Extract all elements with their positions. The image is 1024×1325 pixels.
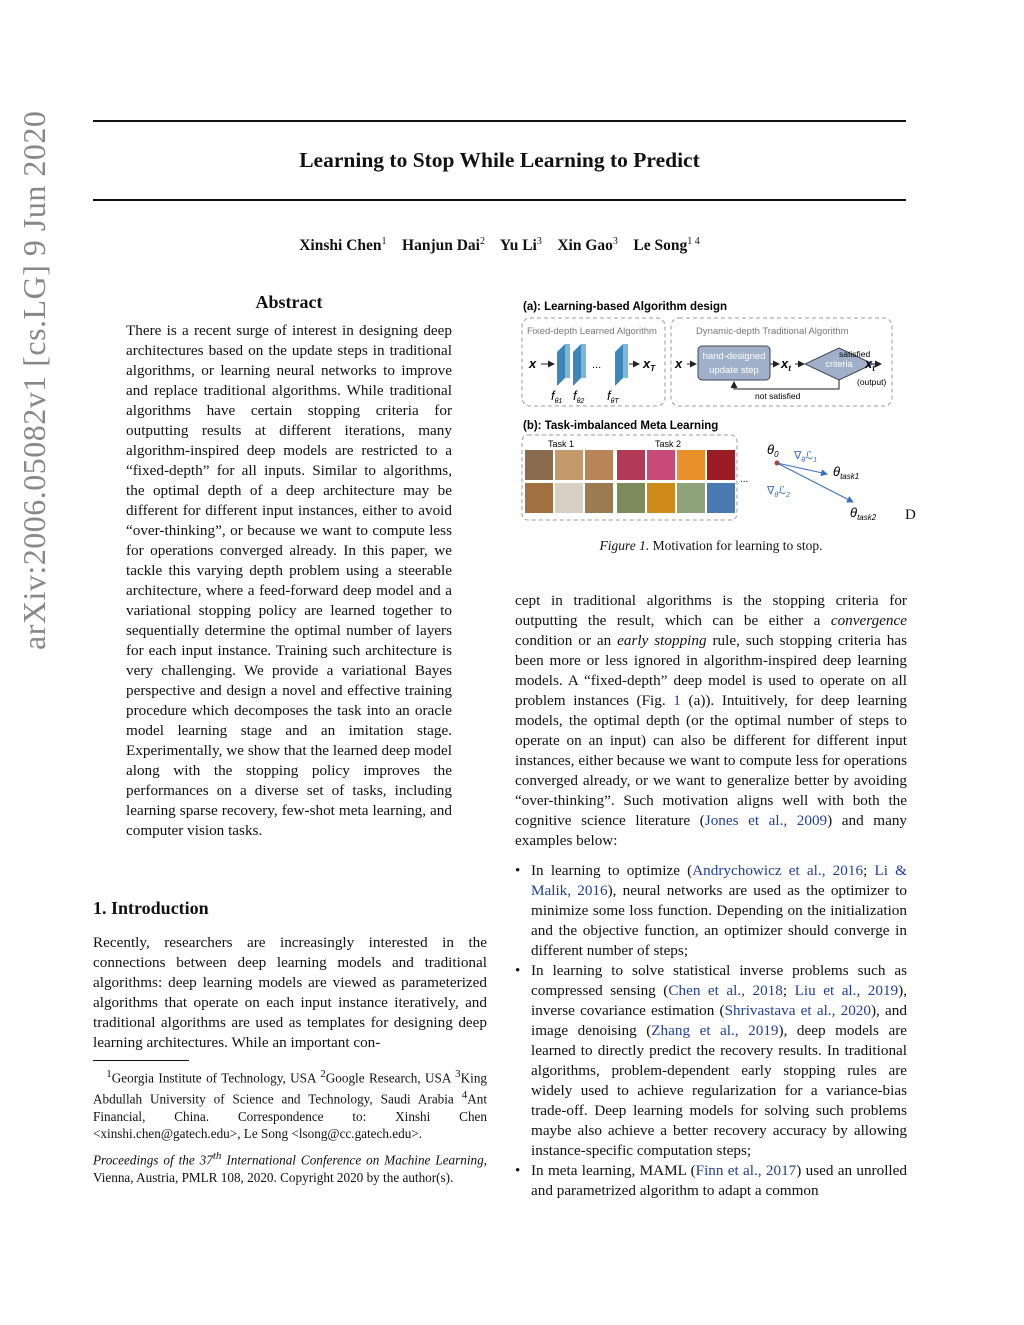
theta-0: $\theta_0$	[767, 442, 779, 459]
author: Yu Li	[499, 237, 537, 255]
figure-b-title: (b): Task-imbalanced Meta Learning	[523, 420, 719, 432]
citation-link[interactable]: Jones et al., 2009	[704, 812, 828, 829]
citation-link[interactable]: Chen et al., 2018	[668, 982, 783, 999]
introduction-text: Recently, researchers are increasingly interested in the connections between deep learning models and traditional algorithms: deep learning models are viewed as parameterized algorithms that operate on each input instance iteratively, and traditional algorithms are used as templates for designing deep learning architectures. While an important con-	[93, 934, 487, 1051]
bullet: •	[515, 862, 521, 879]
gradient-label-2: $\nabla_\theta ℒ_2$	[767, 485, 791, 499]
author: Xinshi Chen	[299, 237, 382, 255]
criteria-label: criteria	[825, 359, 853, 369]
task-1-images	[525, 450, 613, 513]
input-x-a: x	[529, 356, 537, 371]
proceedings-number: 37	[199, 1152, 213, 1168]
layer-label-T: $f_{\theta T}$	[607, 388, 619, 405]
citation-link[interactable]: Shrivastava et al., 2020	[724, 1002, 871, 1019]
citation-link[interactable]: Liu et al., 2019	[794, 982, 899, 999]
affiliation-mark: 1	[381, 236, 387, 247]
arxiv-stamp[interactable]: arXiv:2006.05082v1 [cs.LG] 9 Jun 2020	[16, 110, 52, 650]
update-step-label-1: hand-designed	[702, 351, 766, 362]
footnote-affiliation-4: Ant Financial, China. Correspondence to: Xinshi Chen <xinshi.chen@gatech.edu>, Le Song <lsong@cc.gatech.edu>.	[93, 1091, 487, 1142]
update-step-label-2: update step	[709, 365, 759, 376]
list-item: • In meta learning, MAML (Finn et al., 2017) used an unrolled and parametrized algorithm to adapt a common	[515, 1162, 907, 1199]
task-2-images	[617, 450, 735, 513]
input-x-b: x	[675, 356, 683, 371]
theta-task-2: $\theta_{task2}$	[850, 505, 877, 522]
proceedings-details: , Vienna, Austria, PMLR 108, 2020. Copyright 2020 by the author(s).	[93, 1152, 488, 1185]
citation-link[interactable]: Li & Malik, 2016	[531, 862, 907, 899]
author-list	[93, 236, 906, 255]
layer-label-1: $f_{\theta 1}$	[551, 388, 563, 405]
bullet: •	[515, 962, 521, 979]
footnote-rule	[93, 1060, 189, 1061]
author: Hanjun Dai	[402, 237, 480, 255]
fixed-depth-title: Fixed-depth Learned Algorithm	[527, 326, 657, 337]
list-item: • In learning to solve statistical inverse problems such as compressed sensing (Chen et al., 2018; Liu et al., 2019), inverse covariance estimation (Shrivastava et al., 2020), and image denoising (Zhang et al., 2019), deep models are learned to directly predict the recovery results. In traditional algorithms, problem-dependent early stopping rules are widely used to achieve regularization for a variance-bias trade-off. Deep learning models for solving such problems maybe also achieve a better recovery accuracy by allowing instance-specific computation steps;	[515, 962, 907, 1159]
abstract-text: There is a recent surge of interest in designing deep architectures based on the update steps in traditional algorithms, or learning neural networks to improve and replace traditional algorithms. While traditional algorithms have certain stopping criteria for outputting results at different iterations, many algorithm-inspired deep models are restricted to a “fixed-depth” for all inputs. Similar to algorithms, the optimal depth of a deep architecture may be different for different input instances, either to avoid “over-thinking”, or because we want to compute less for operations converged already. In this paper, we tackle this varying depth problem using a steerable architecture, where a feed-forward deep model and a variational stopping policy are learned together to sequentially determine the optimal number of layers for each input instance. Training such architecture is very challenging. We provide a variational Bayes perspective and design a novel and effective training procedure which decomposes the task into an oracle model learning stage and an imitation stage. Experimentally, we show that the learned deep model along with the stopping policy improves the performances on a diverse set of tasks, including learning sparse recovery, few-shot meta learning, and computer vision tasks.	[126, 322, 452, 839]
loop-arrow	[734, 380, 839, 389]
bullet: •	[515, 1162, 521, 1179]
figure-a-title: (a): Learning-based Algorithm design	[523, 301, 728, 313]
stray-letter: D	[905, 507, 916, 523]
task-1-label: Task 1	[548, 439, 575, 449]
affiliation-mark: 3	[612, 236, 618, 247]
citation-link[interactable]: Andrychowicz et al., 2016	[692, 862, 864, 879]
output-xt: $x_t$	[865, 356, 875, 373]
figure-caption	[515, 538, 907, 554]
gradient-path-1	[777, 463, 827, 474]
output-label: (output)	[857, 377, 887, 387]
figure-caption-text: Motivation for learning to stop.	[652, 538, 823, 553]
citation-link[interactable]: Finn et al., 2017	[695, 1162, 797, 1179]
footnote-affiliation-3: King Abdullah University of Science and Technology, Saudi Arabia	[93, 1070, 487, 1107]
section-heading-introduction: 1. Introduction	[93, 898, 209, 918]
figure-ref-link[interactable]: 1	[673, 692, 681, 709]
footnote-affiliation-2: Google Research, USA	[325, 1070, 451, 1086]
footnote-affiliation-1: Georgia Institute of Technology, USA	[111, 1070, 316, 1086]
layer-label-2: $f_{\theta 2}$	[573, 388, 585, 405]
gradient-label-1: $\nabla_\theta ℒ_1$	[794, 450, 818, 464]
author: Xin Gao	[557, 237, 613, 255]
ellipsis: ...	[592, 359, 602, 371]
layer-block-T	[615, 344, 628, 386]
abstract-heading: Abstract	[255, 292, 323, 312]
top-rule	[93, 120, 906, 122]
state-xt: $x_t$	[781, 356, 791, 373]
author: Le Song	[633, 237, 688, 255]
affiliation-mark: 2	[479, 236, 485, 247]
theta-task-1: $\theta_{task1}$	[833, 464, 860, 481]
figure-label: Figure 1.	[599, 538, 650, 553]
ellipsis: ...	[740, 474, 749, 485]
task-2-label: Task 2	[655, 439, 682, 449]
satisfied-label: satisfied	[839, 349, 871, 359]
layer-block-2	[573, 344, 586, 386]
proceedings-prefix: Proceedings of the	[93, 1152, 195, 1168]
dynamic-depth-title: Dynamic-depth Traditional Algorithm	[696, 326, 849, 337]
introduction-continued: cept in traditional algorithms is the stopping criteria for outputting the result, which can be either a convergence condition or an early stopping rule, such stopping criteria has been more or less ignored in algorithm-inspired deep learning models. A “fixed-depth” deep model is used to operate on all problem instances (Fig. 1 (a)). Intuitively, for deep learning models, the optimal depth (or the optimal number of steps to operate on an input) can also be different for different input instances, either because we want to compute less for operations converged already, or we want to generalize better by avoiding “over-thinking”. Such motivation aligns well with both the cognitive science literature (Jones et al., 2009) and many examples below:	[515, 592, 908, 849]
affiliation-mark: 1 4	[687, 236, 700, 247]
title-bottom-rule	[93, 199, 906, 201]
figure-1	[515, 296, 907, 536]
layer-block-1	[557, 344, 570, 386]
paper-title: Learning to Stop While Learning to Predict	[299, 148, 700, 172]
not-satisfied-label: not satisfied	[755, 391, 801, 401]
proceedings-ordinal: th	[212, 1150, 222, 1162]
affiliation-mark: 3	[536, 236, 542, 247]
affiliation-footnote: $^1$Georgia Institute of Technology, USA $^2$Google Research, USA $^3$King Abdullah University of Science and Technology, Saudi Arabia $^4$Ant Financial, China. Correspondence to: Xinshi Chen <xinshi.chen@gatech.edu>, Le Song <lsong@cc.gatech.edu>.	[93, 1068, 487, 1142]
citation-link[interactable]: Zhang et al., 2019	[651, 1022, 779, 1039]
proceedings-note	[93, 1148, 487, 1186]
list-item: • In learning to optimize (Andrychowicz et al., 2016; Li & Malik, 2016), neural networks are used as the optimizer to minimize some loss function. Depending on the initialization and the objective function, an optimizer should converge in different number of steps;	[515, 862, 908, 959]
proceedings-venue: International Conference on Machine Learning	[226, 1152, 484, 1168]
output-xT: $x_T$	[643, 356, 656, 373]
